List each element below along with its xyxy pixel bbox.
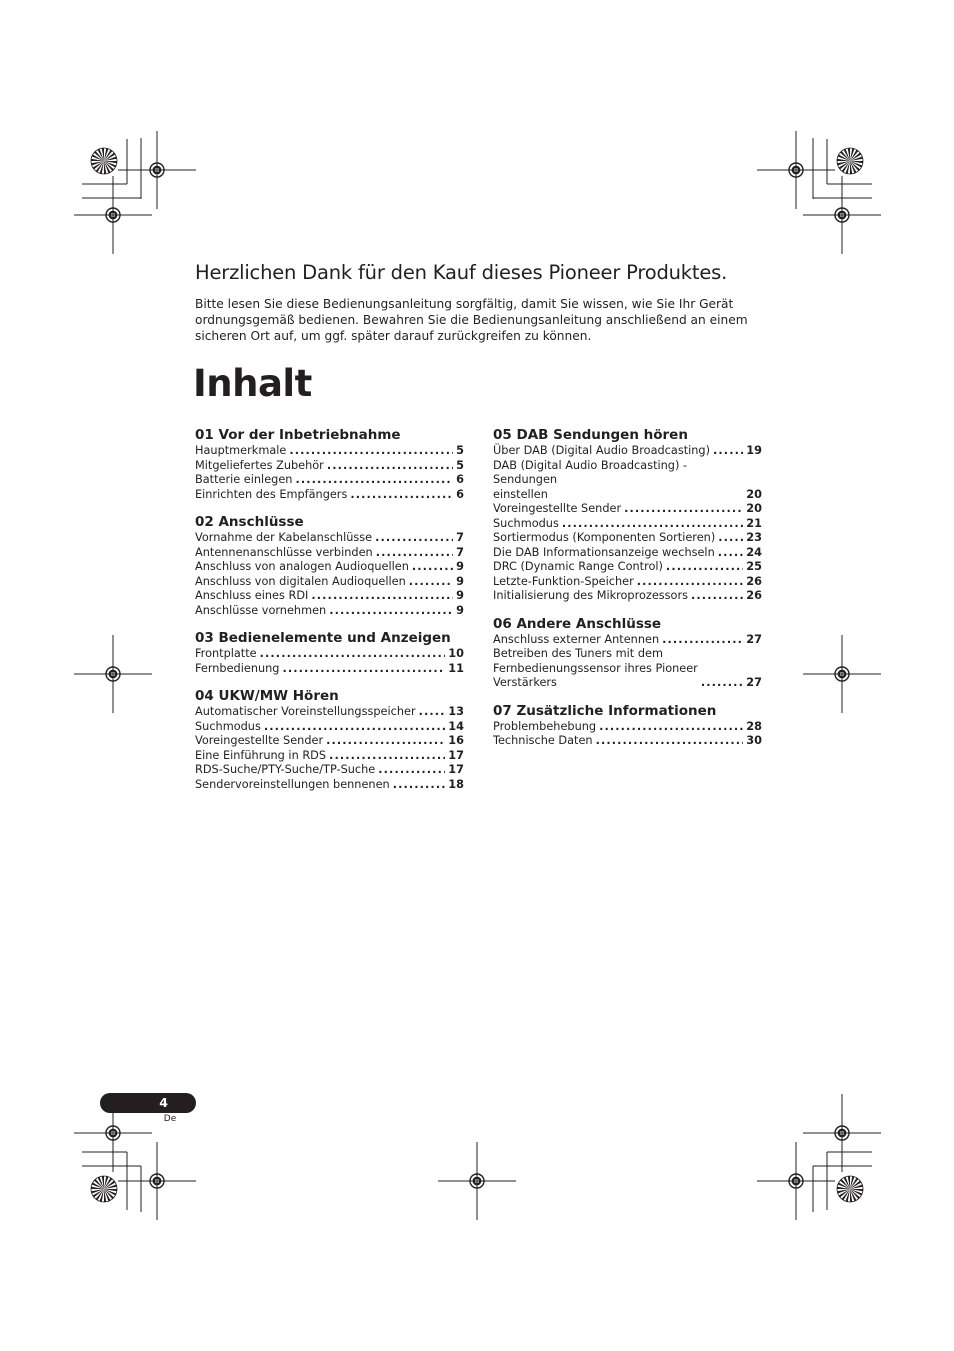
toc-entry-page: 9	[456, 574, 464, 588]
toc-section	[195, 424, 464, 502]
toc-entry-page: 14	[448, 719, 464, 733]
toc-leader-dots	[624, 502, 743, 517]
toc-entry-label: Frontplatte	[195, 647, 257, 660]
toc-leader-dots	[329, 604, 453, 619]
starburst-mark	[837, 148, 863, 174]
toc-section	[195, 685, 464, 792]
toc-entry-page: 16	[448, 734, 464, 747]
toc-entry-page: 24	[746, 545, 762, 559]
toc-entry[interactable]	[195, 604, 464, 619]
toc-entry-label: Anschluss von analogen Audioquellen	[195, 560, 409, 573]
toc-entry-page: 9	[456, 603, 464, 617]
toc-entry-label: Technische Daten	[493, 734, 593, 747]
toc-leader-dots	[375, 531, 453, 546]
toc-entry[interactable]	[493, 633, 762, 648]
starburst-mark	[91, 148, 117, 174]
toc-entry[interactable]	[493, 459, 762, 503]
toc-section-title: 02 Anschlüsse	[195, 514, 304, 530]
toc-entry-label: Sortiermodus (Komponenten Sortieren)	[493, 531, 716, 544]
toc-entry[interactable]	[195, 763, 464, 778]
toc-entry-label: Suchmodus	[493, 516, 559, 530]
toc-entry[interactable]	[493, 720, 762, 735]
toc-entry[interactable]	[493, 560, 762, 575]
crosshair-mark	[118, 1142, 196, 1220]
toc-entry[interactable]	[493, 546, 762, 561]
toc-entry-label: Voreingestellte Sender	[195, 734, 324, 747]
toc-entry-page: 30	[746, 734, 762, 747]
toc-entry-label: Automatischer Voreinstellungsspeicher	[195, 705, 416, 718]
toc-entry[interactable]	[195, 662, 464, 677]
toc-entry-label: Sendervoreinstellungen bennenen	[195, 777, 390, 791]
crosshair-mark	[803, 1094, 881, 1172]
toc-entry-page: 20	[746, 487, 762, 501]
page-number: 4	[159, 1095, 168, 1110]
toc-leader-dots	[350, 488, 453, 503]
toc-leader-dots	[596, 734, 744, 749]
toc-entry-page: 25	[746, 560, 762, 573]
toc-entry-page: 17	[448, 748, 464, 762]
toc-entry[interactable]	[195, 575, 464, 590]
crosshair-mark	[803, 176, 881, 254]
toc-leader-dots	[409, 575, 453, 590]
toc-entry-page: 17	[448, 763, 464, 776]
toc-entry-label: Hauptmerkmale	[195, 444, 287, 457]
toc-leader-dots	[713, 444, 743, 459]
toc-entry-label: Batterie einlegen	[195, 473, 293, 486]
toc-entry-label: Einrichten des Empfängers	[195, 487, 348, 501]
toc-entry[interactable]	[493, 444, 762, 459]
toc-entry-page: 18	[448, 777, 464, 791]
toc-entry-page: 11	[448, 661, 464, 675]
starburst-mark	[91, 1176, 117, 1202]
crosshair-mark	[74, 176, 152, 254]
crosshair-mark	[803, 635, 881, 713]
toc-leader-dots	[376, 546, 453, 561]
toc-leader-dots	[718, 546, 744, 561]
toc-entry-label: DAB (Digital Audio Broadcasting) -Sendungen einstellen	[493, 458, 688, 501]
toc-entry-label: Voreingestellte Sender	[493, 502, 622, 515]
toc-entry[interactable]	[493, 647, 762, 691]
toc-section	[195, 511, 464, 618]
toc-entry-label: Problembehebung	[493, 719, 597, 733]
toc-entry-page: 13	[448, 705, 464, 718]
toc-leader-dots	[718, 531, 743, 546]
toc-leader-dots	[378, 763, 445, 778]
toc-section	[493, 613, 762, 691]
toc-entry-label: Fernbedienung	[195, 661, 280, 675]
toc-leader-dots	[327, 459, 453, 474]
toc-entry-page: 20	[746, 502, 762, 515]
toc-leader-dots	[282, 662, 445, 677]
toc-entry-label: Anschluss externer Antennen	[493, 632, 660, 646]
toc-entry-page: 5	[456, 458, 464, 472]
page-number-tab	[100, 1093, 196, 1113]
toc-entry-label: Eine Einführung in RDS	[195, 748, 327, 762]
toc-leader-dots	[289, 444, 453, 459]
toc-entry[interactable]	[195, 720, 464, 735]
toc-entry-label: RDS-Suche/PTY-Suche/TP-Suche	[195, 763, 376, 776]
toc-entry-label: Mitgeliefertes Zubehör	[195, 458, 324, 472]
toc-entry[interactable]	[195, 488, 464, 503]
toc-right-column	[493, 424, 762, 758]
language-code: De	[163, 1114, 177, 1124]
toc-entry[interactable]	[195, 444, 464, 459]
toc-entry-page: 5	[456, 444, 464, 457]
toc-entry-page: 27	[746, 676, 762, 689]
toc-entry-page: 28	[746, 719, 762, 733]
toc-section	[493, 700, 762, 749]
toc-entry-label: Anschlüsse vornehmen	[195, 603, 327, 617]
crosshair-mark	[438, 1142, 516, 1220]
toc-entry[interactable]	[195, 647, 464, 662]
crosshair-mark	[74, 635, 152, 713]
toc-entry[interactable]	[493, 575, 762, 590]
toc-leader-dots	[599, 720, 743, 735]
toc-leader-dots	[419, 705, 446, 720]
toc-entry[interactable]	[195, 734, 464, 749]
toc-section-title: 05 DAB Sendungen hören	[493, 427, 688, 443]
toc-entry-label: Betreiben des Tuners mit dem Fernbedienungssensor ihres Pioneer Verstärkers	[493, 647, 698, 689]
toc-section-title: 03 Bedienelemente und Anzeigen	[195, 630, 451, 646]
toc-entry-label: Initialisierung des Mikroprozessors	[493, 589, 689, 602]
toc-leader-dots	[264, 720, 445, 735]
toc-section-title: 01 Vor der Inbetriebnahme	[195, 427, 401, 443]
toc-leader-dots	[329, 749, 445, 764]
toc-entry-page: 19	[746, 444, 762, 457]
toc-entry[interactable]	[195, 589, 464, 604]
toc-entry-label: DRC (Dynamic Range Control)	[493, 560, 663, 573]
toc-entry-page: 9	[456, 560, 464, 573]
toc-entry-page: 6	[456, 487, 464, 501]
crosshair-mark	[757, 1142, 835, 1220]
toc-left-column	[195, 424, 464, 801]
toc-entry[interactable]	[195, 459, 464, 474]
toc-leader-dots	[326, 734, 445, 749]
toc-entry[interactable]	[493, 589, 762, 604]
toc-entry[interactable]	[195, 778, 464, 793]
toc-entry-page: 21	[746, 516, 762, 530]
toc-leader-dots	[691, 589, 743, 604]
toc-entry[interactable]	[195, 749, 464, 764]
toc-entry-label: Die DAB Informationsanzeige wechseln	[493, 545, 715, 559]
toc-entry-label: Anschluss eines RDI	[195, 589, 309, 602]
toc-entry-page: 7	[456, 531, 464, 544]
toc-entry[interactable]	[195, 705, 464, 720]
toc-section	[195, 627, 464, 676]
toc-leader-dots	[701, 676, 743, 691]
toc-entry-label: Letzte-Funktion-Speicher	[493, 574, 634, 588]
toc-entry-label: Antennenanschlüsse verbinden	[195, 545, 373, 559]
toc-entry[interactable]	[493, 531, 762, 546]
toc-leader-dots	[412, 560, 453, 575]
toc-entry-page: 26	[746, 589, 762, 602]
toc-entry-label: Anschluss von digitalen Audioquellen	[195, 574, 406, 588]
toc-entry-label: Vornahme der Kabelanschlüsse	[195, 531, 373, 544]
toc-leader-dots	[562, 517, 743, 532]
toc-entry-page: 27	[746, 632, 762, 646]
intro-paragraph: Bitte lesen Sie diese Bedienungsanleitung sorgfältig, damit Sie wissen, wie Sie Ihr Gerät ordnungsgemäß bedienen. Bewahren Sie die Bedienungsanleitung anschließend an einem sicheren Ort auf, um ggf. später darauf zurückgreifen zu können.	[195, 297, 748, 343]
crosshair-mark	[757, 131, 835, 209]
toc-entry-label: Über DAB (Digital Audio Broadcasting)	[493, 444, 711, 457]
toc-entry[interactable]	[195, 531, 464, 546]
toc-leader-dots	[393, 778, 446, 793]
toc-entry-page: 6	[456, 473, 464, 486]
toc-entry[interactable]	[195, 473, 464, 488]
toc-leader-dots	[662, 633, 743, 648]
welcome-heading: Herzlichen Dank für den Kauf dieses Pioneer Produktes.	[195, 261, 728, 284]
toc-entry[interactable]	[195, 546, 464, 561]
crosshair-mark	[118, 131, 196, 209]
toc-section-title: 06 Andere Anschlüsse	[493, 615, 662, 632]
toc-entry-page: 23	[746, 531, 762, 544]
toc-entry[interactable]	[493, 502, 762, 517]
page-title: Inhalt	[193, 362, 312, 405]
toc-section	[493, 424, 762, 604]
toc-entry[interactable]	[493, 517, 762, 532]
toc-entry[interactable]	[195, 560, 464, 575]
toc-leader-dots	[260, 647, 446, 662]
toc-leader-dots	[295, 473, 453, 488]
starburst-mark	[837, 1176, 863, 1202]
toc-section-title: 04 UKW/MW Hören	[195, 688, 339, 704]
toc-entry-page: 26	[746, 574, 762, 588]
toc-entry[interactable]	[493, 734, 762, 749]
toc-entry-page: 7	[456, 545, 464, 559]
toc-leader-dots	[666, 560, 743, 575]
toc-leader-dots	[311, 589, 453, 604]
toc-entry-page: 10	[448, 647, 464, 660]
toc-entry-label: Suchmodus	[195, 719, 261, 733]
toc-entry-page: 9	[456, 589, 464, 602]
toc-section-title: 07 Zusätzliche Informationen	[493, 702, 717, 719]
toc-leader-dots	[637, 575, 744, 590]
